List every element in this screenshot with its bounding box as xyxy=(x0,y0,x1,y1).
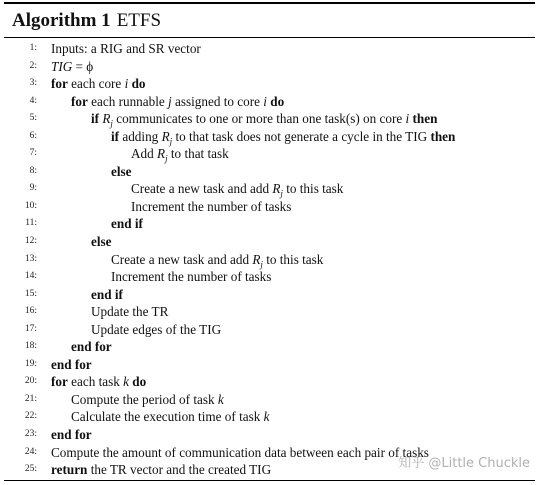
line-number: 2: xyxy=(29,60,37,71)
line-text xyxy=(51,40,201,58)
algorithm-line xyxy=(4,251,535,269)
keyword: return xyxy=(51,462,88,478)
algorithm-line xyxy=(4,356,535,374)
algorithm-line xyxy=(4,233,535,251)
algorithm-line xyxy=(4,215,535,233)
bottom-rule xyxy=(4,480,535,481)
algorithm-line xyxy=(4,321,535,339)
math-symbol: i xyxy=(124,76,129,92)
line-text xyxy=(71,93,284,111)
math-symbol: R xyxy=(252,251,261,267)
line-number: 10: xyxy=(24,200,37,211)
line-number: 8: xyxy=(29,165,37,176)
line-number: 24: xyxy=(24,446,37,457)
line-text xyxy=(71,408,269,426)
math-symbol: TIG xyxy=(51,58,73,74)
text-run: Compute the amount of communication data between each pair of tasks xyxy=(51,444,429,460)
algorithm-line xyxy=(4,286,535,304)
line-text xyxy=(51,426,92,444)
line-text xyxy=(91,233,112,251)
keyword: else xyxy=(111,163,132,179)
algorithm-line xyxy=(4,40,535,58)
line-text xyxy=(51,75,146,93)
line-number: 9: xyxy=(29,183,37,194)
line-number: 18: xyxy=(24,341,37,352)
line-number: 21: xyxy=(24,393,37,404)
algorithm-line xyxy=(4,373,535,391)
line-text xyxy=(91,321,221,339)
line-text xyxy=(71,391,224,409)
keyword: end for xyxy=(71,339,112,355)
keyword: do xyxy=(266,93,285,109)
line-text xyxy=(51,58,93,76)
text-run: = ϕ xyxy=(72,58,94,74)
math-symbol: j xyxy=(168,93,172,109)
keyword: for xyxy=(51,374,68,390)
text-run: Increment the number of tasks xyxy=(131,198,292,214)
text-run: Update edges of the TIG xyxy=(91,321,222,337)
algorithm-line xyxy=(4,163,535,181)
text-run: Increment the number of tasks xyxy=(111,269,272,285)
line-number: 3: xyxy=(29,78,37,89)
line-text xyxy=(91,303,168,321)
text-run: each task xyxy=(67,374,124,390)
algorithm-line xyxy=(4,303,535,321)
text-run: assigned to core xyxy=(171,93,264,109)
algorithm-title xyxy=(4,4,535,37)
algorithm-name: ETFS xyxy=(116,9,162,31)
watermark: 知乎 @Little Chuckle xyxy=(398,456,530,471)
line-text xyxy=(111,215,143,233)
math-symbol: R xyxy=(102,111,111,127)
algorithm-line xyxy=(4,338,535,356)
algorithm-line xyxy=(4,58,535,76)
algorithm-line xyxy=(4,198,535,216)
line-number: 6: xyxy=(29,130,37,141)
math-symbol: k xyxy=(263,409,270,425)
math-symbol: j xyxy=(110,118,113,129)
algorithm-line xyxy=(4,145,535,163)
line-text xyxy=(111,268,271,286)
algorithm-line xyxy=(4,110,535,128)
math-symbol: k xyxy=(123,374,129,390)
text-run: Calculate the execution time of task xyxy=(71,409,264,425)
text-run: to that task does not generate a cycle in the TIG xyxy=(172,128,431,144)
text-run: to this task xyxy=(262,251,324,267)
keyword: for xyxy=(51,76,68,92)
line-number: 13: xyxy=(24,253,37,264)
math-symbol: j xyxy=(280,189,283,200)
line-text xyxy=(91,286,123,304)
keyword: end if xyxy=(111,216,143,232)
text-run: communicates to one or more than one task(s) on core xyxy=(112,111,406,127)
math-symbol: j xyxy=(165,153,168,164)
line-number: 22: xyxy=(24,411,37,422)
keyword: do xyxy=(128,76,146,92)
algorithm-label: Algorithm 1 xyxy=(12,9,111,31)
line-text xyxy=(51,373,146,391)
keyword: if xyxy=(91,111,100,127)
line-text xyxy=(51,461,271,479)
line-number: 20: xyxy=(24,376,37,387)
line-number: 7: xyxy=(29,148,37,159)
line-number: 1: xyxy=(29,43,37,53)
text-run: the TR vector and the created TIG xyxy=(87,462,272,478)
keyword: end for xyxy=(51,356,92,372)
line-number: 5: xyxy=(29,113,37,124)
line-number: 23: xyxy=(24,429,37,440)
line-text xyxy=(51,356,92,374)
algorithm-line xyxy=(4,408,535,426)
line-number: 14: xyxy=(24,271,37,282)
line-number: 17: xyxy=(24,323,37,334)
line-number: 15: xyxy=(24,288,37,299)
algorithm-line xyxy=(4,391,535,409)
algorithm-line xyxy=(4,426,535,444)
text-run: to this task xyxy=(282,181,344,197)
algorithm-block xyxy=(4,2,535,479)
text-run: Inputs: a RIG and SR vector xyxy=(51,41,201,56)
keyword: do xyxy=(129,374,147,390)
math-symbol: k xyxy=(217,391,224,407)
text-run: Update the TR xyxy=(91,304,169,320)
line-number: 11: xyxy=(25,218,37,229)
algorithm-line xyxy=(4,268,535,286)
keyword: then xyxy=(430,128,456,144)
keyword: else xyxy=(91,234,112,250)
math-symbol: R xyxy=(161,128,170,144)
text-run: Add xyxy=(131,146,158,162)
text-run: each runnable xyxy=(87,93,169,109)
math-symbol: j xyxy=(260,259,263,270)
algorithm-line xyxy=(4,75,535,93)
math-symbol: R xyxy=(272,181,281,197)
keyword: end for xyxy=(51,427,92,443)
text-run: adding xyxy=(119,128,162,144)
keyword: if xyxy=(111,128,120,144)
math-symbol: i xyxy=(263,93,267,109)
line-text xyxy=(51,444,429,462)
keyword: end if xyxy=(91,286,123,302)
math-symbol: i xyxy=(405,111,410,127)
algorithm-line xyxy=(4,93,535,111)
line-number: 12: xyxy=(24,236,37,247)
text-run: each core xyxy=(67,76,125,92)
line-number: 25: xyxy=(24,464,37,475)
text-run: Create a new task and add xyxy=(111,251,253,267)
line-number: 4: xyxy=(29,95,37,106)
math-symbol: j xyxy=(169,136,173,147)
text-run: to that task xyxy=(167,146,229,162)
line-number: 19: xyxy=(24,358,37,369)
keyword: for xyxy=(71,93,88,109)
algorithm-line xyxy=(4,128,535,146)
line-number: 16: xyxy=(24,306,37,317)
text-run: Compute the period of task xyxy=(71,391,218,407)
line-text xyxy=(71,338,112,356)
text-run: Create a new task and add xyxy=(131,181,273,197)
algorithm-line xyxy=(4,180,535,198)
line-text xyxy=(111,163,132,181)
math-symbol: R xyxy=(157,146,166,162)
line-text xyxy=(131,198,291,216)
algorithm-lines xyxy=(4,38,535,479)
keyword: then xyxy=(409,111,438,127)
